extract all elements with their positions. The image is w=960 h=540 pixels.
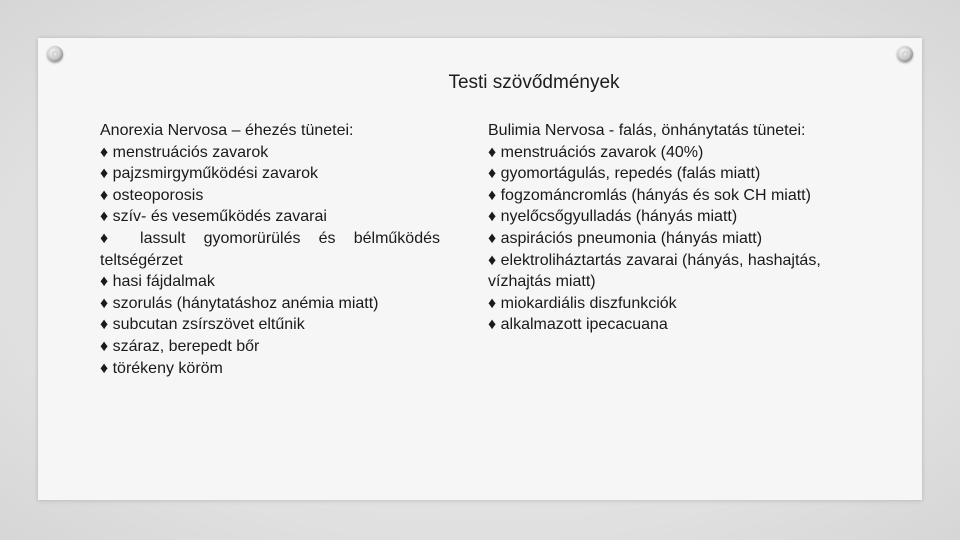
pin-top-left-icon [47,46,63,62]
anorexia-item: ♦ pajzsmirgyműködési zavarok [100,165,319,183]
anorexia-item: ♦ szív- és veseműködés zavarai [100,208,327,226]
anorexia-item: ♦ lassult gyomorürülés és bélműködés [100,229,440,247]
anorexia-item: ♦ törékeny köröm [100,359,223,377]
bulimia-item: ♦ nyelőcsőgyulladás (hányás miatt) [488,208,738,226]
anorexia-item: ♦ menstruációs zavarok [100,143,269,161]
anorexia-item-continuation: teltségérzet [100,251,183,269]
anorexia-item: ♦ száraz, berepedt bőr [100,337,260,355]
bulimia-item-continuation: vízhajtás miatt) [488,273,596,291]
anorexia-column [100,120,440,379]
bulimia-item: ♦ alkalmazott ipecacuana [488,316,668,334]
bulimia-item: ♦ fogzománcromlás (hányás és sok CH miatt) [488,186,811,204]
anorexia-item: ♦ szorulás (hánytatáshoz anémia miatt) [100,294,379,312]
anorexia-item: ♦ osteoporosis [100,186,204,204]
anorexia-item: ♦ subcutan zsírszövet eltűnik [100,316,305,334]
anorexia-heading: Anorexia Nervosa – éhezés tünetei: [100,122,354,139]
bulimia-item: ♦ menstruációs zavarok (40%) [488,143,704,161]
anorexia-item: ♦ hasi fájdalmak [100,273,215,291]
bulimia-item: ♦ elektroliháztartás zavarai (hányás, hashajtás, [488,251,821,269]
bulimia-heading: Bulimia Nervosa - falás, önhánytatás tünetei: [488,122,806,139]
slide-title: Testi szövődmények [448,72,620,93]
bulimia-item: ♦ aspirációs pneumonia (hányás miatt) [488,229,763,247]
pin-top-right-icon [897,46,913,62]
bulimia-item: ♦ miokardiális diszfunkciók [488,294,677,312]
bulimia-item: ♦ gyomortágulás, repedés (falás miatt) [488,165,761,183]
bulimia-column [488,120,868,336]
